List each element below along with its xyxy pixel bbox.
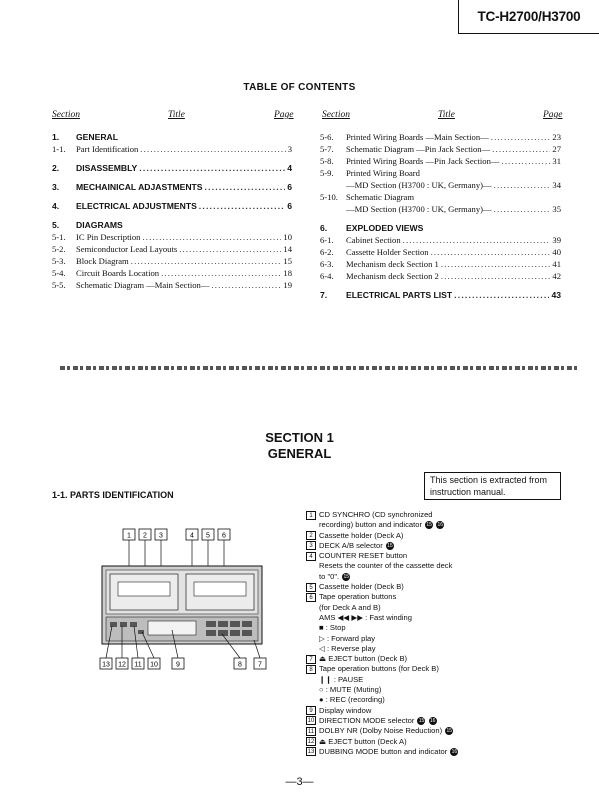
- part-number-box: 9: [306, 706, 316, 715]
- toc-entry: [320, 271, 561, 283]
- page-ref-marker: 15: [343, 573, 350, 580]
- toc-entry-number: 6-4.: [320, 271, 334, 281]
- part-item-detail: [306, 634, 576, 644]
- toc-entry-title: —MD Section (H3700 : UK, Germany)—: [346, 204, 492, 214]
- part-text: ⏏ EJECT button (Deck A): [319, 736, 407, 746]
- part-text: Tape operation buttons: [319, 592, 397, 602]
- part-item: [306, 747, 576, 757]
- part-number-box: 4: [306, 552, 316, 561]
- part-number-box: 8: [306, 665, 316, 674]
- part-text: DUBBING MODE button and indicator 16: [319, 746, 458, 756]
- toc-entry: [320, 223, 561, 235]
- part-number-box: 7: [306, 655, 316, 664]
- toc-leader-dots: [139, 163, 285, 173]
- toc-entry-page: 6: [287, 182, 292, 192]
- part-item: [306, 510, 576, 520]
- toc-leader-dots: [199, 201, 285, 211]
- toc-entry: [320, 168, 561, 180]
- callout-number: 2: [143, 532, 147, 540]
- toc-entry-title: Schematic Diagram —Main Section—: [76, 280, 210, 290]
- toc-leader-dots: [205, 182, 286, 192]
- part-item: [306, 531, 576, 541]
- part-number-box: 12: [307, 739, 315, 746]
- toc-leader-dots: [441, 271, 551, 281]
- part-text: COUNTER RESET button: [319, 551, 408, 561]
- callout-number: 13: [102, 661, 110, 669]
- toc-entry: [320, 247, 561, 259]
- toc-entry-number: 5-9.: [320, 168, 334, 178]
- part-text: Display window: [319, 705, 372, 715]
- toc-leader-dots: [211, 280, 281, 290]
- part-number-box: 2: [306, 531, 316, 540]
- toc-entry-number: 1.: [52, 132, 60, 142]
- toc-entry-page: 19: [283, 280, 292, 290]
- part-number-box: 5: [306, 583, 316, 592]
- part-text: (for Deck A and B): [319, 602, 381, 612]
- part-text: ▷ : Forward play: [319, 633, 376, 643]
- toc-entry-title: Printed Wiring Boards —Pin Jack Section—: [346, 156, 500, 166]
- part-item-detail: [306, 572, 576, 582]
- toc-header-title: Title: [168, 110, 185, 120]
- toc-entry-title: Schematic Diagram: [346, 192, 415, 202]
- toc-entry-page: 40: [552, 247, 561, 257]
- toc-entry-title: Mechanism deck Section 2: [346, 271, 439, 281]
- part-text: to "0". 15: [319, 571, 350, 581]
- toc-entry: [320, 144, 561, 156]
- part-text: ◁ : Reverse play: [319, 643, 376, 653]
- toc-entry-page: 18: [283, 268, 292, 278]
- callout-number: 1: [127, 532, 131, 540]
- section-name: GENERAL: [267, 446, 332, 461]
- toc-entry-number: 6-1.: [320, 235, 334, 245]
- toc-leader-dots: [142, 232, 281, 242]
- toc-entry-page: 31: [552, 156, 561, 166]
- toc-entry-page: 6: [287, 201, 292, 211]
- part-text: DOLBY NR (Dolby Noise Reduction) 15: [319, 726, 453, 736]
- toc-entry-page: 3: [287, 144, 292, 154]
- toc-entry-title: ELECTRICAL ADJUSTMENTS: [76, 201, 197, 211]
- extract-note: This section is extracted from instruction manual.: [424, 472, 561, 500]
- toc-entry: [320, 290, 561, 302]
- toc-entry: [52, 244, 292, 256]
- part-item: [306, 551, 576, 561]
- part-number-box: 3: [306, 541, 316, 550]
- toc-leader-dots: [494, 204, 551, 214]
- part-text: ○ : MUTE (Muting): [319, 685, 382, 695]
- toc-entry-number: 5.: [52, 220, 60, 230]
- part-text: ● : REC (recording): [319, 695, 385, 705]
- toc-header-section: Section: [52, 110, 80, 120]
- toc-leader-dots: [492, 144, 550, 154]
- toc-entry: [52, 182, 292, 194]
- toc-entry-number: 6-3.: [320, 259, 334, 269]
- toc-leader-dots: [131, 256, 282, 266]
- callout-number: 8: [238, 661, 242, 669]
- toc-entry: [52, 132, 292, 144]
- toc-leader-dots: [140, 144, 285, 154]
- part-text: AMS ◀◀ ▶▶ : Fast winding: [319, 612, 412, 622]
- callout-number: 4: [190, 532, 194, 540]
- toc-entry-page: 42: [552, 271, 561, 281]
- toc-entry-number: 5-6.: [320, 132, 334, 142]
- toc-leader-dots: [403, 235, 551, 245]
- part-text: CD SYNCHRO (CD synchronized: [319, 510, 433, 519]
- toc-entry-page: 27: [552, 144, 561, 154]
- toc-entry-title: Cabinet Section: [346, 235, 401, 245]
- page-ref-marker: 15: [387, 542, 393, 549]
- toc-entry-number: 2.: [52, 163, 60, 173]
- toc-entry-title: EXPLODED VIEWS: [346, 223, 424, 233]
- toc-entry: [52, 256, 292, 268]
- toc-entry-title: Mechanism deck Section 1: [346, 259, 439, 269]
- part-item-detail: [306, 561, 576, 571]
- toc-entry-number: 6.: [320, 223, 328, 233]
- part-number-box: 10: [307, 718, 315, 725]
- toc-entry-page: 41: [552, 259, 561, 269]
- toc-entry-page: 43: [551, 290, 561, 300]
- callout-number: 9: [176, 661, 180, 669]
- part-text: Cassette holder (Deck A): [319, 530, 404, 540]
- toc-entry-number: 3.: [52, 182, 60, 192]
- toc-title: TABLE OF CONTENTS: [243, 82, 356, 93]
- toc-entry-page: 10: [283, 232, 292, 242]
- toc-entry-title: ELECTRICAL PARTS LIST: [346, 290, 453, 300]
- part-item: [306, 592, 576, 602]
- toc-entry-page: 39: [552, 235, 561, 245]
- part-text: ⏏ EJECT button (Deck B): [319, 654, 408, 664]
- part-item: [306, 706, 576, 716]
- part-item: [306, 726, 576, 736]
- toc-entry: [320, 132, 561, 144]
- part-text: DECK A/B selector 15: [319, 540, 393, 550]
- part-item-detail: [306, 613, 576, 623]
- part-item: [306, 541, 576, 551]
- toc-entry-number: 5-7.: [320, 144, 334, 154]
- toc-entry-number: 5-4.: [52, 268, 66, 278]
- toc-leader-dots: [491, 132, 551, 142]
- toc-entry: [320, 192, 561, 204]
- part-number-box: 13: [307, 749, 315, 756]
- toc-entry: [52, 232, 292, 244]
- part-item-detail: [306, 685, 576, 695]
- toc-entry: [320, 235, 561, 247]
- toc-entry-title: GENERAL: [76, 132, 119, 142]
- parts-list: [306, 510, 576, 757]
- part-text: Resets the counter of the cassette deck: [319, 561, 453, 571]
- toc-entry-title: MECHAINICAL ADJASTMENTS: [76, 182, 203, 192]
- part-text: Cassette holder (Deck B): [319, 582, 404, 592]
- callout-number: 6: [222, 532, 226, 540]
- toc-entry-title: IC Pin Description: [76, 232, 141, 242]
- model-number: TC-H2700/H3700: [458, 0, 599, 34]
- toc-leader-dots: [501, 156, 550, 166]
- part-item-detail: [306, 644, 576, 654]
- toc-entry: [52, 280, 292, 292]
- part-item-detail: [306, 520, 576, 530]
- toc-header-page: Page: [274, 110, 294, 120]
- toc-entry-title: DISASSEMBLY: [76, 163, 138, 173]
- toc-entry-page: 4: [287, 163, 292, 173]
- page-ref-marker: 16: [437, 522, 444, 529]
- part-item: [306, 716, 576, 726]
- page-ref-marker: 16: [429, 717, 436, 724]
- part-number-box: 6: [306, 593, 316, 602]
- toc-header-page: Page: [543, 110, 563, 120]
- toc-entry: [320, 156, 561, 168]
- toc-entry-page: 35: [552, 204, 561, 214]
- toc-entry-number: 6-2.: [320, 247, 334, 257]
- part-item-detail: [306, 603, 576, 613]
- part-item: [306, 654, 576, 664]
- toc-entry: [52, 163, 292, 175]
- page-ref-marker: 16: [451, 748, 458, 755]
- toc-entry: [320, 259, 561, 271]
- front-panel-figure: [92, 522, 282, 672]
- part-item: [306, 582, 576, 592]
- callout-number: 11: [134, 661, 142, 669]
- toc-entry-title: Part Identification: [76, 144, 139, 154]
- toc-entry: [52, 144, 292, 156]
- section-label: SECTION 1: [265, 430, 334, 445]
- callout-number: 12: [118, 661, 126, 669]
- toc-entry: [320, 204, 561, 216]
- section-divider: [60, 366, 580, 370]
- toc-entry: [52, 220, 292, 232]
- callout-number: 10: [150, 661, 158, 669]
- toc-entry-page: 34: [552, 180, 561, 190]
- toc-entry-number: 5-3.: [52, 256, 66, 266]
- part-item: [306, 737, 576, 747]
- toc-leader-dots: [179, 244, 281, 254]
- toc-leader-dots: [454, 290, 549, 300]
- toc-entry-number: 5-2.: [52, 244, 66, 254]
- page-ref-marker: 15: [426, 522, 432, 529]
- toc-entry-number: 4.: [52, 201, 60, 211]
- toc-leader-dots: [441, 259, 551, 269]
- part-number-box: 11: [307, 728, 315, 735]
- toc-entry-title: Schematic Diagram —Pin Jack Section—: [346, 144, 491, 154]
- page-number: —3—: [285, 776, 314, 788]
- part-text: Tape operation buttons (for Deck B): [319, 664, 439, 674]
- toc-entry: [52, 268, 292, 280]
- toc-entry: [320, 180, 561, 192]
- toc-entry-title: —MD Section (H3700 : UK, Germany)—: [346, 180, 492, 190]
- toc-header-title: Title: [438, 110, 455, 120]
- toc-entry-page: 15: [283, 256, 292, 266]
- part-item: [306, 664, 576, 674]
- callout-number: 3: [159, 532, 163, 540]
- part-text: DIRECTION MODE selector 15 16: [319, 715, 436, 725]
- part-text: ■ : Stop: [319, 623, 346, 633]
- toc-leader-dots: [494, 180, 551, 190]
- toc-entry-number: 5-5.: [52, 280, 66, 290]
- callout-number: 5: [206, 532, 210, 540]
- toc-leader-dots: [161, 268, 281, 278]
- part-text: recording) button and indicator 15 16: [319, 520, 444, 530]
- part-item-detail: [306, 695, 576, 705]
- toc-entry-number: 1-1.: [52, 144, 66, 154]
- toc-entry-title: Circuit Boards Location: [76, 268, 160, 278]
- toc-entry-title: Semiconductor Lead Layouts: [76, 244, 178, 254]
- part-number-box: 1: [306, 511, 316, 520]
- page-ref-marker: 15: [418, 717, 425, 724]
- toc-entry-title: Printed Wiring Board: [346, 168, 420, 178]
- toc-entry-number: 5-10.: [320, 192, 338, 202]
- toc-leader-dots: [431, 247, 551, 257]
- toc-entry: [52, 201, 292, 213]
- part-text: ❙❙ : PAUSE: [319, 674, 364, 684]
- toc-entry-number: 5-1.: [52, 232, 66, 242]
- toc-entry-number: 7.: [320, 290, 328, 300]
- parts-heading: 1-1. PARTS IDENTIFICATION: [52, 490, 174, 500]
- toc-entry-page: 23: [552, 132, 561, 142]
- part-item-detail: [306, 675, 576, 685]
- toc-entry-title: Printed Wiring Boards —Main Section—: [346, 132, 489, 142]
- part-item-detail: [306, 623, 576, 633]
- toc-entry-number: 5-8.: [320, 156, 334, 166]
- toc-header-section: Section: [322, 110, 350, 120]
- toc-entry-title: Block Diagram: [76, 256, 129, 266]
- page-ref-marker: 15: [446, 728, 453, 735]
- toc-entry-page: 14: [283, 244, 292, 254]
- toc-entry-title: DIAGRAMS: [76, 220, 123, 230]
- callout-number: 7: [258, 661, 262, 669]
- toc-entry-title: Cassette Holder Section: [346, 247, 429, 257]
